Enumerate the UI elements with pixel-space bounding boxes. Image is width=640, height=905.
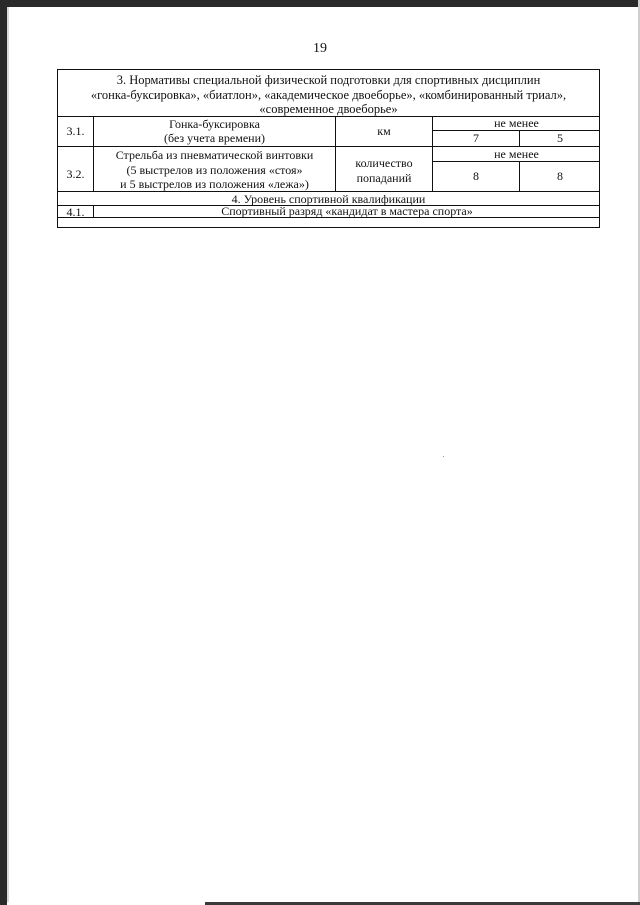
- row-3-1-value-1: 7: [473, 131, 479, 145]
- row-3-1-unit: км: [377, 124, 391, 138]
- page-number: 19: [313, 41, 327, 56]
- row-3-1-value-2: 5: [557, 131, 563, 145]
- row-3-2-unit-line-1: количество: [355, 156, 413, 170]
- scan-speck: [443, 456, 444, 457]
- row-3-1-name-line-1: Гонка-буксировка: [169, 117, 260, 131]
- section4-title: 4. Уровень спортивной квалификации: [231, 192, 426, 206]
- row-4-1-number: 4.1.: [66, 205, 85, 219]
- row-4-1-text: Спортивный разряд «кандидат в мастера спорта»: [221, 204, 473, 218]
- scan-edge-top: [0, 0, 640, 7]
- row-3-2-value-1: 8: [473, 169, 479, 183]
- row-3-1-number: 3.1.: [66, 124, 85, 138]
- row-3-1-condition: не менее: [494, 116, 539, 130]
- row-3-2-unit-line-2: попаданий: [356, 171, 412, 185]
- scan-edge-left-inner: [7, 7, 9, 902]
- row-3-2-name-line-3: и 5 выстрелов из положения «лежа»): [120, 177, 309, 191]
- scan-edge-left: [0, 0, 7, 905]
- row-3-2-condition: не менее: [494, 147, 539, 161]
- table-rule-row32-condition: [432, 161, 600, 162]
- section3-title-line-2: «гонка-буксировка», «биатлон», «академическое двоеборье», «комбинированный триал»,: [90, 88, 567, 102]
- section3-title-line-3: «современное двоеборье»: [259, 102, 398, 116]
- row-3-2-name-line-2: (5 выстрелов из положения «стоя»: [126, 163, 303, 177]
- row-3-2-number: 3.2.: [66, 167, 85, 181]
- section3-title-line-1: 3. Нормативы специальной физической подготовки для спортивных дисциплин: [116, 73, 541, 87]
- row-3-2-value-2: 8: [557, 169, 563, 183]
- row-3-1-name-line-2: (без учета времени): [164, 131, 265, 145]
- row-3-2-name-line-1: Стрельба из пневматической винтовки: [115, 148, 314, 162]
